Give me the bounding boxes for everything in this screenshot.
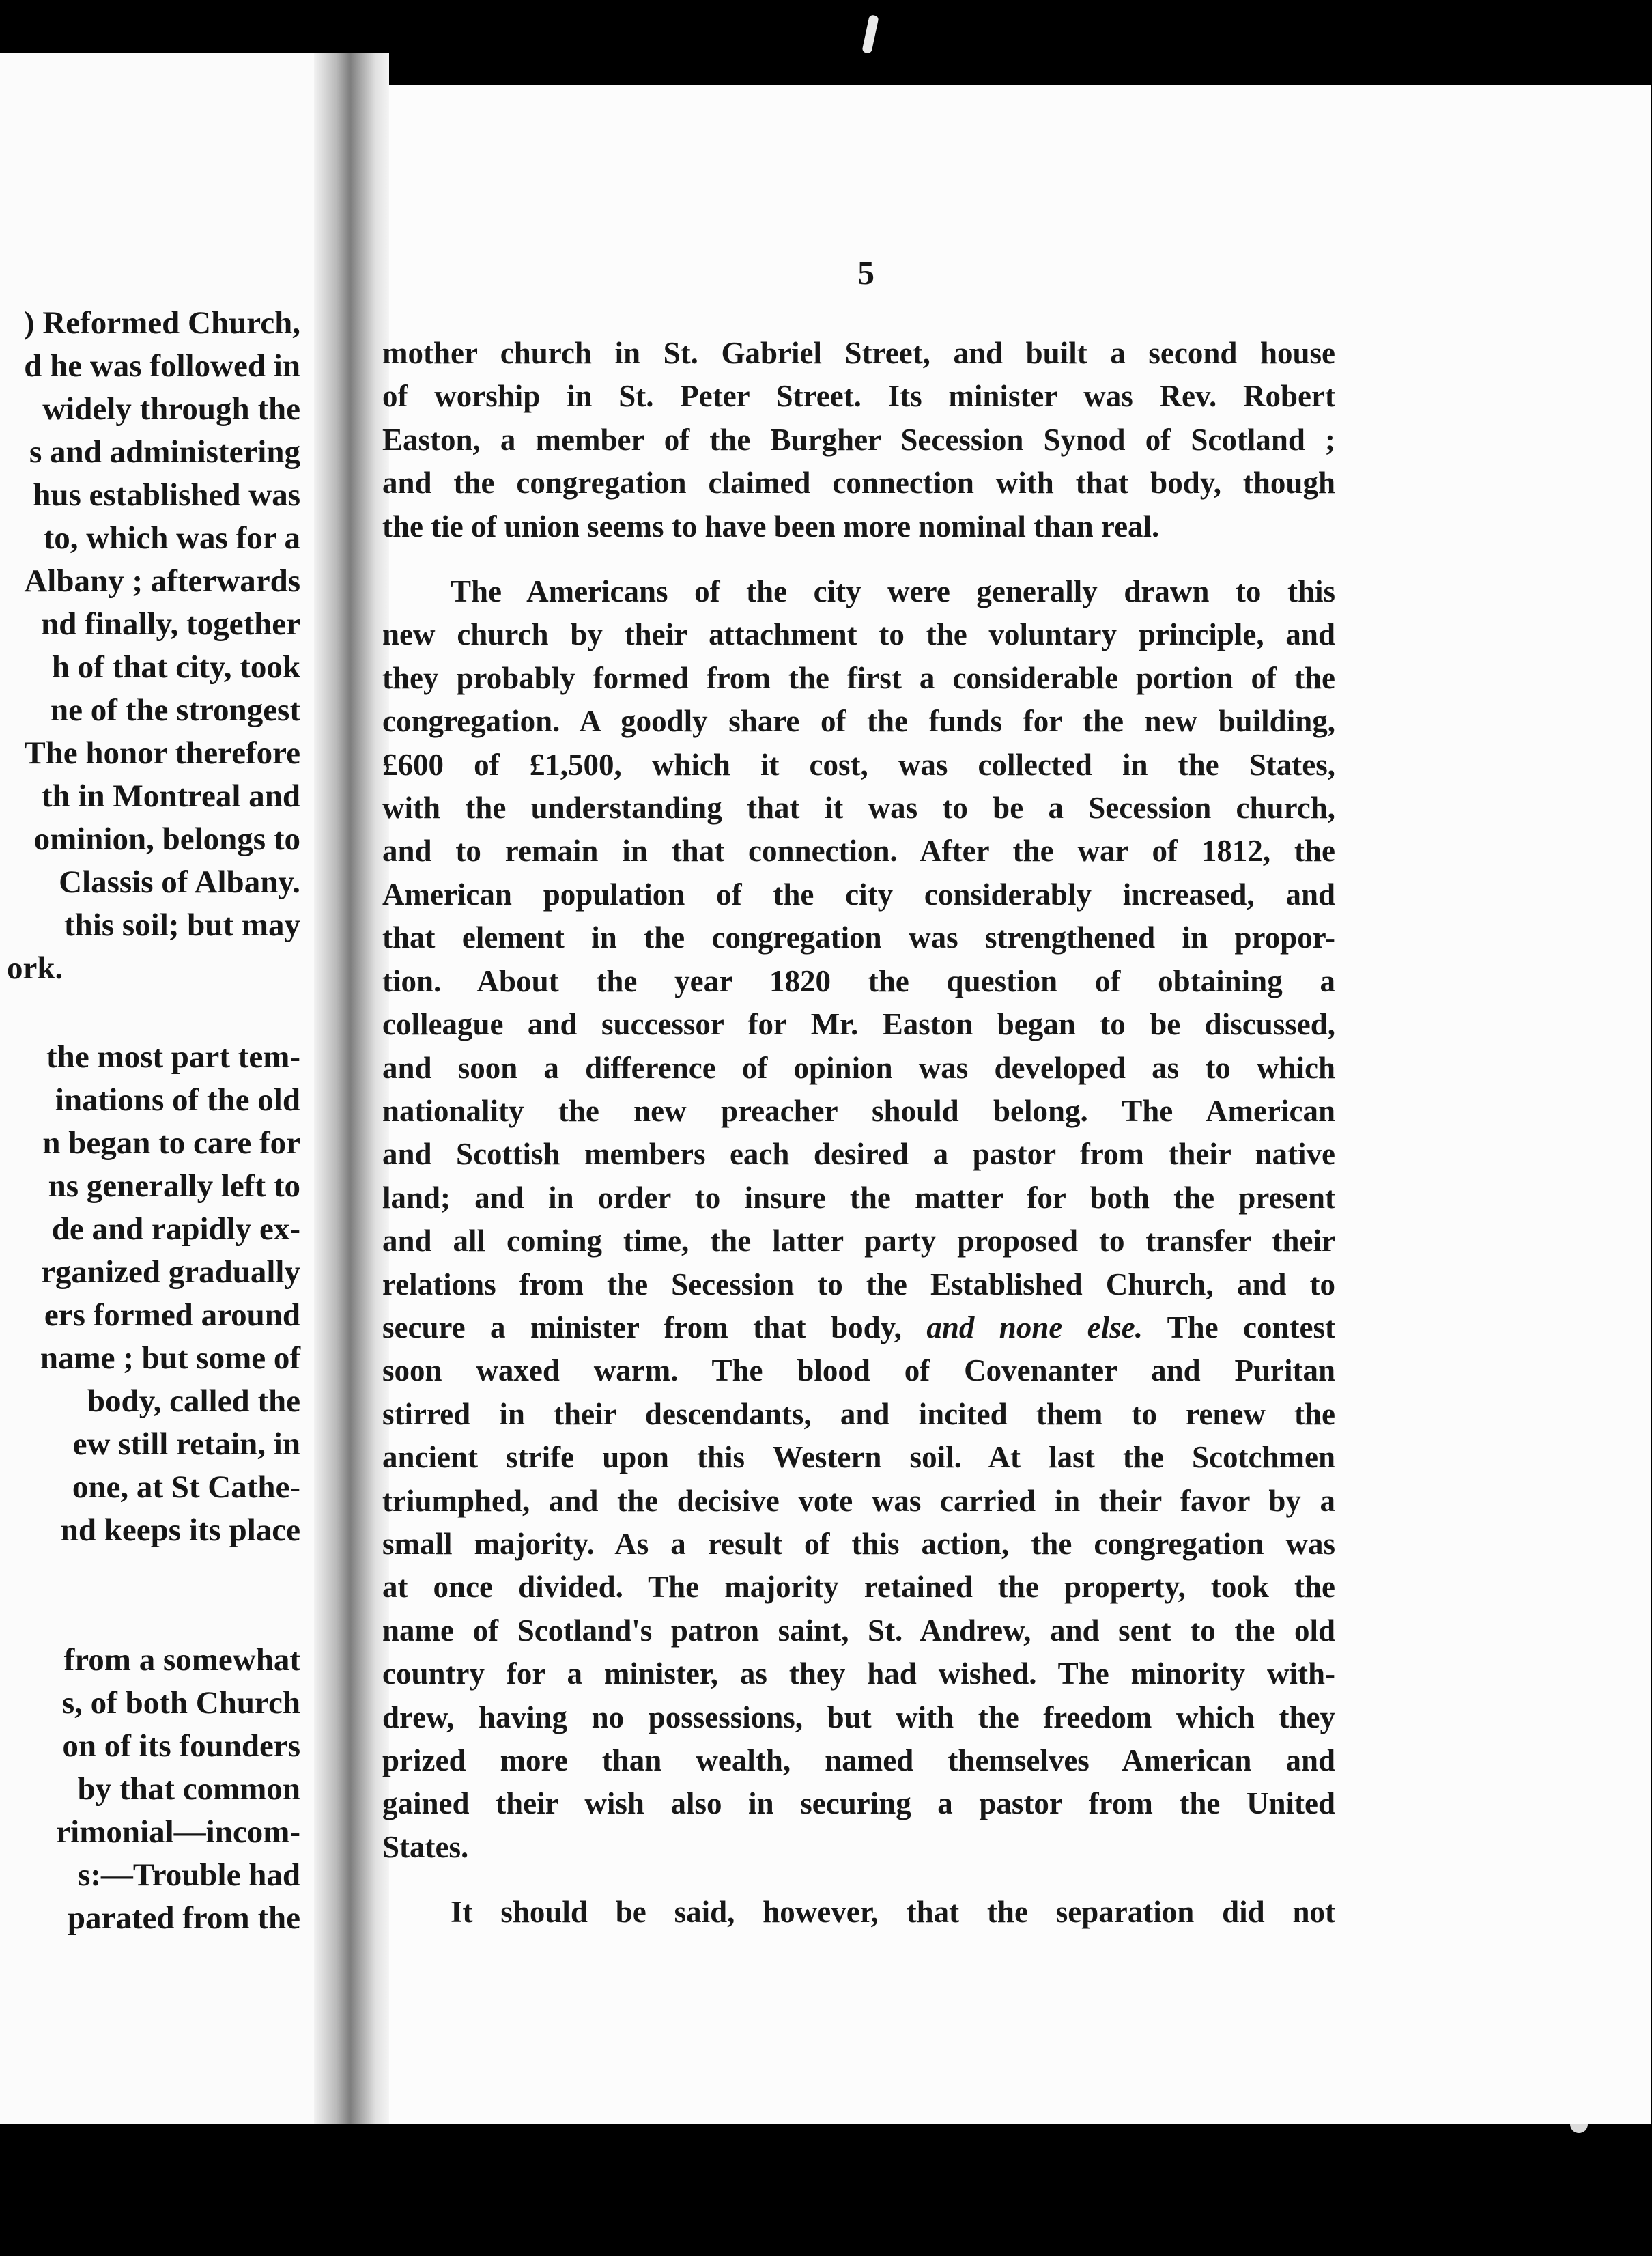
facing-line: one, at St Cathe- <box>72 1469 300 1505</box>
facing-line: the most part tem- <box>46 1039 300 1075</box>
text-line: prized more than wealth, named themselves American and <box>382 1743 1335 1777</box>
facing-line: ominion, belongs to <box>33 821 300 857</box>
paragraph <box>382 332 1335 548</box>
italic-phrase: and none else. <box>926 1310 1143 1344</box>
text-line: and Scottish members each desired a pastor from their native <box>382 1137 1335 1172</box>
text-line: colleague and successor for Mr. Easton began to be discussed, <box>382 1007 1335 1042</box>
text-segment: The contest <box>1167 1310 1335 1344</box>
text-line: that element in the congregation was strengthened in propor- <box>382 920 1335 955</box>
scan-mark <box>861 14 879 54</box>
facing-line: rganized gradually <box>41 1254 300 1290</box>
text-line: soon waxed warm. The blood of Covenanter and Puritan <box>382 1353 1335 1388</box>
facing-line: ns generally left to <box>48 1168 300 1204</box>
text-line: and soon a difference of opinion was developed as to which <box>382 1050 1335 1085</box>
text-line: and all coming time, the latter party proposed to transfer their <box>382 1224 1335 1258</box>
text-line: and the congregation claimed connection with that body, though <box>382 466 1335 500</box>
text-line: with the understanding that it was to be a Secession church, <box>382 791 1335 826</box>
text-line: The Americans of the city were generally drawn to this <box>451 574 1335 609</box>
facing-line: de and rapidly ex- <box>51 1211 300 1247</box>
text-line: ancient strife upon this Western soil. At last the Scotchmen <box>382 1440 1335 1475</box>
text-line: £600 of £1,500, which it cost, was collected in the States, <box>382 747 1335 782</box>
facing-line: h of that city, took <box>51 649 300 685</box>
text-line: country for a minister, as they had wished. The minority with- <box>382 1656 1335 1691</box>
text-line: at once divided. The majority retained the property, took the <box>382 1570 1335 1605</box>
text-line: new church by their attachment to the voluntary principle, and <box>382 617 1335 652</box>
text-line: gained their wish also in securing a pastor from the United <box>382 1786 1335 1821</box>
text-line: triumphed, and the decisive vote was carried in their favor by a <box>382 1483 1335 1518</box>
text-line: States. <box>382 1829 469 1864</box>
text-line: and to remain in that connection. After the war of 1812, the <box>382 834 1335 869</box>
facing-line: hus established was <box>33 477 300 513</box>
body-text <box>382 332 1335 1934</box>
facing-line: body, called the <box>87 1383 300 1419</box>
facing-line: d he was followed in <box>24 348 300 384</box>
facing-line: n began to care for <box>42 1125 300 1161</box>
facing-line: nd keeps its place <box>60 1512 300 1548</box>
facing-line: The honor therefore <box>24 735 300 771</box>
text-line: Easton, a member of the Burgher Secession Synod of Scotland ; <box>382 422 1335 457</box>
facing-line: ers formed around <box>44 1297 300 1333</box>
facing-line: s and administering <box>29 434 300 470</box>
text-line: congregation. A goodly share of the funds for the new building, <box>382 704 1335 739</box>
facing-line: inations of the old <box>55 1082 300 1118</box>
text-line: name of Scotland's patron saint, St. Andrew, and sent to the old <box>382 1613 1335 1648</box>
facing-line: rimonial—incom- <box>56 1814 300 1850</box>
text-line: mother church in St. Gabriel Street, and built a second house <box>382 336 1335 370</box>
text-line: relations from the Secession to the Established Church, and to <box>382 1267 1335 1301</box>
facing-line: Classis of Albany. <box>59 864 300 900</box>
text-line: stirred in their descendants, and incited them to renew the <box>382 1396 1335 1431</box>
facing-line: this soil; but may <box>63 907 300 943</box>
facing-line: s, of both Church <box>61 1685 300 1721</box>
facing-line: th in Montreal and <box>41 778 300 814</box>
facing-line: ) Reformed Church, <box>23 305 300 341</box>
text-line: drew, having no possessions, but with the freedom which they <box>382 1700 1335 1734</box>
text-segment: secure a minister from that body, <box>382 1310 902 1344</box>
facing-line: name ; but some of <box>40 1340 300 1376</box>
facing-line: Albany ; afterwards <box>24 563 300 599</box>
facing-line: to, which was for a <box>43 520 300 556</box>
facing-line: parated from the <box>67 1900 300 1936</box>
facing-line: s:—Trouble had <box>77 1857 300 1893</box>
page-number: 5 <box>857 253 874 292</box>
text-line: the tie of union seems to have been more nominal than real. <box>382 509 1160 544</box>
facing-line: from a somewhat <box>63 1642 300 1678</box>
facing-line: ew still retain, in <box>72 1426 300 1462</box>
facing-line: widely through the <box>42 391 300 427</box>
text-line: nationality the new preacher should belong. The American <box>382 1093 1335 1128</box>
text-line: they probably formed from the first a considerable portion of the <box>382 660 1335 695</box>
facing-page-fragment <box>0 53 341 2124</box>
facing-line: nd finally, together <box>41 606 300 642</box>
text-line: land; and in order to insure the matter for both the present <box>382 1180 1335 1215</box>
paragraph <box>382 570 1335 1869</box>
facing-line: on of its founders <box>62 1728 300 1764</box>
facing-line: by that common <box>77 1771 300 1807</box>
facing-line: ne of the strongest <box>51 692 300 728</box>
text-line: tion. About the year 1820 the question of obtaining a <box>382 963 1335 998</box>
binding-gutter-shadow <box>314 53 389 2124</box>
paragraph <box>382 1891 1335 1934</box>
text-line: of worship in St. Peter Street. Its minister was Rev. Robert <box>382 379 1335 414</box>
text-line: small majority. As a result of this action, the congregation was <box>382 1526 1335 1561</box>
text-line: American population of the city considerably increased, and <box>382 877 1335 912</box>
text-line-with-italic <box>382 1306 1335 1349</box>
text-line: It should be said, however, that the separation did not <box>451 1895 1335 1930</box>
facing-line: ork. <box>7 950 63 986</box>
